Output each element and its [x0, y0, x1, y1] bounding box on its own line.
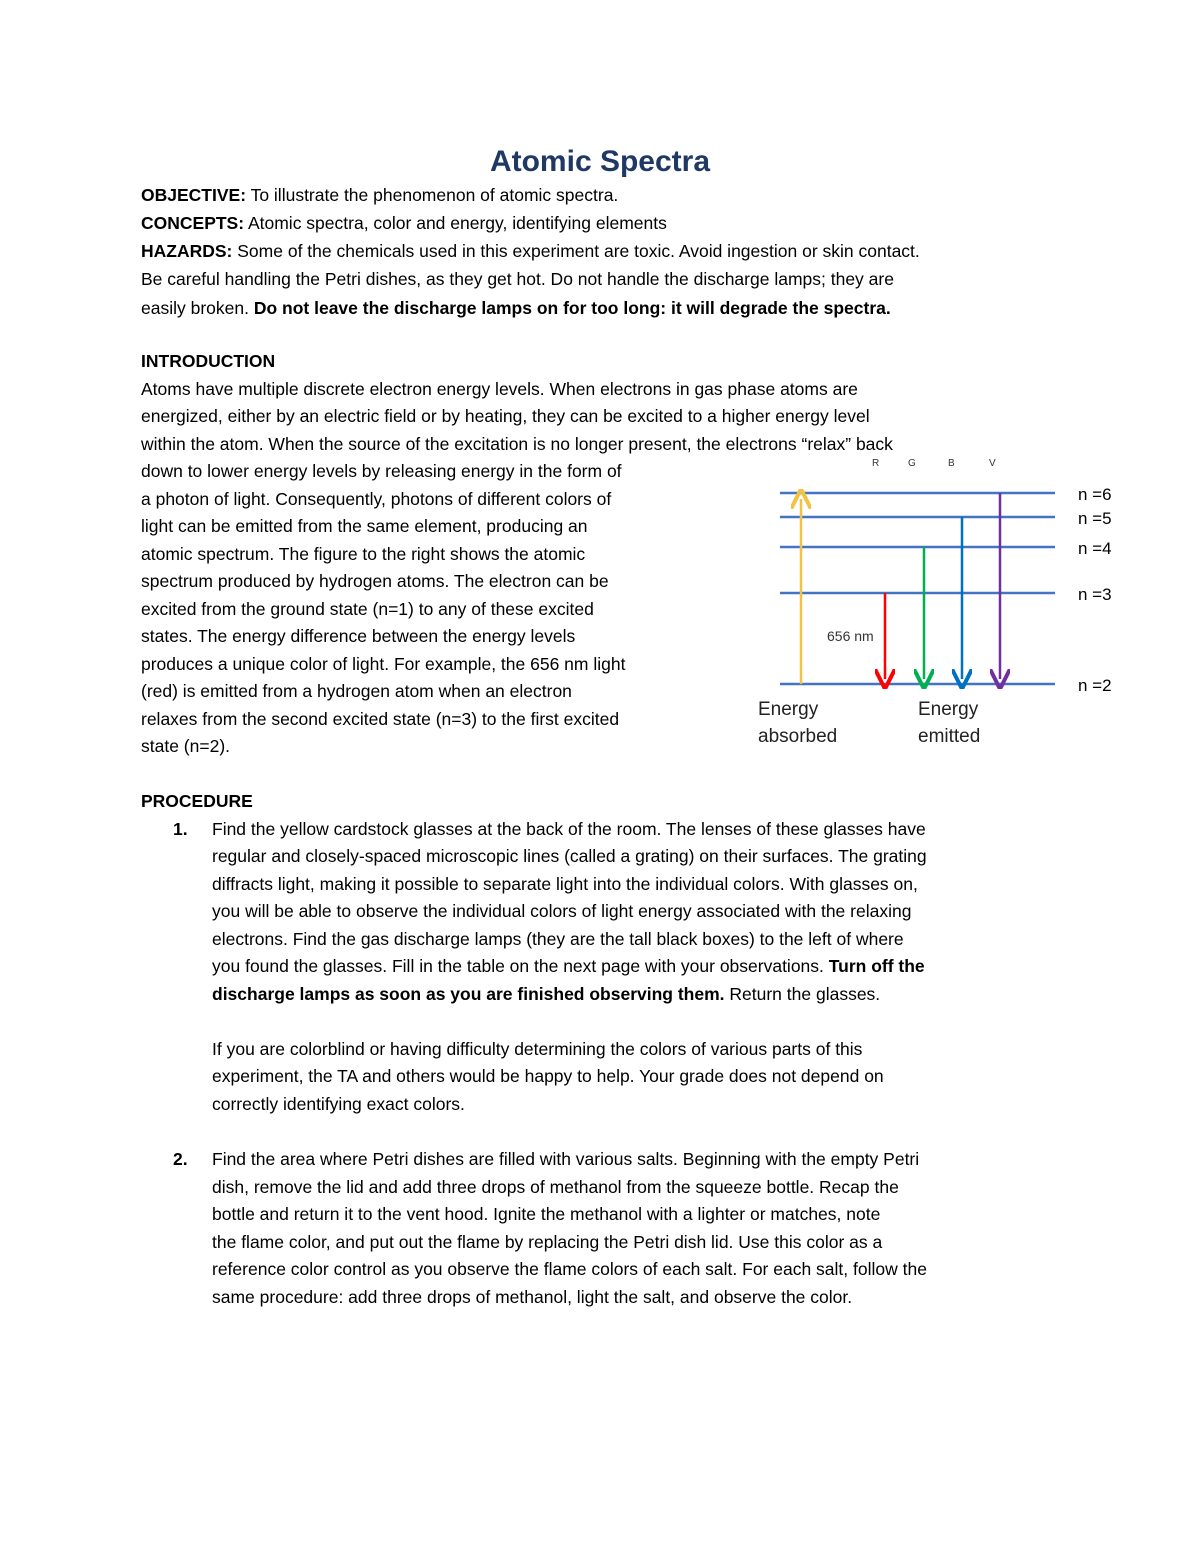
wavelength-label: 656 nm: [827, 628, 874, 644]
concepts-label: CONCEPTS:: [141, 213, 245, 233]
page-title: Atomic Spectra: [489, 145, 711, 178]
level-label-n3: n =3: [1078, 585, 1112, 604]
step-1-line: Find the yellow cardstock glasses at the back of the room. The lenses of these glasses have: [212, 819, 926, 839]
hazards-warning: Do not leave the discharge lamps on for too long: it will degrade the spectra.: [253, 298, 891, 318]
level-label-n4: n =4: [1078, 539, 1112, 558]
intro-line: spectrum produced by hydrogen atoms. The electron can be: [141, 571, 609, 591]
hazards-line-2: Be careful handling the Petri dishes, as they get hot. Do not handle the discharge lamps; they are: [141, 269, 894, 289]
intro-line: Atoms have multiple discrete electron energy levels. When electrons in gas phase atoms are: [141, 379, 858, 399]
hazards-text-3: easily broken.: [141, 298, 254, 318]
intro-line: within the atom. When the source of the excitation is no longer present, the electrons “relax” back: [141, 434, 893, 454]
color-label-g: G: [908, 458, 916, 469]
step-1-text-end: Return the glasses.: [724, 984, 881, 1004]
intro-line: state (n=2).: [141, 736, 231, 756]
step-2-line: reference color control as you observe the flame colors of each salt. For each salt, follow the: [212, 1259, 927, 1279]
concepts-text: Atomic spectra, color and energy, identifying elements: [244, 213, 667, 233]
step-1-line: regular and closely-spaced microscopic lines (called a grating) on their surfaces. The grating: [212, 846, 927, 866]
step-2-line: dish, remove the lid and add three drops of methanol from the squeeze bottle. Recap the: [212, 1177, 899, 1197]
step-1-note-line: experiment, the TA and others would be happy to help. Your grade does not depend on: [212, 1066, 884, 1086]
intro-line: down to lower energy levels by releasing energy in the form of: [141, 461, 622, 481]
step-2-line: same procedure: add three drops of methanol, light the salt, and observe the color.: [212, 1287, 853, 1307]
step-1-line-7: [212, 981, 880, 1008]
objective-label: OBJECTIVE:: [141, 185, 247, 205]
intro-line: (red) is emitted from a hydrogen atom when an electron: [141, 681, 572, 701]
introduction-heading: INTRODUCTION: [141, 351, 276, 371]
intro-line: excited from the ground state (n=1) to any of these excited: [141, 599, 594, 619]
level-label-n5: n =5: [1078, 509, 1112, 528]
concepts-line: [141, 210, 667, 237]
energy-absorbed-label-2: absorbed: [758, 726, 838, 747]
step-1-line: you will be able to observe the individual colors of light energy associated with the relaxing: [212, 901, 912, 921]
step-1-text: you found the glasses. Fill in the table on the next page with your observations.: [212, 956, 829, 976]
step-1-warning-end: discharge lamps as soon as you are finished observing them.: [212, 984, 725, 1004]
hazards-text-1: Some of the chemicals used in this experiment are toxic. Avoid ingestion or skin contact.: [232, 241, 920, 261]
intro-line: atomic spectrum. The figure to the right shows the atomic: [141, 544, 586, 564]
intro-line: a photon of light. Consequently, photons of different colors of: [141, 489, 612, 509]
level-label-n6: n =6: [1078, 485, 1112, 504]
objective-line: [141, 182, 618, 209]
intro-line: relaxes from the second excited state (n=3) to the first excited: [141, 709, 620, 729]
step-1-line: electrons. Find the gas discharge lamps (they are the tall black boxes) to the left of where: [212, 929, 904, 949]
step-1-line: diffracts light, making it possible to separate light into the individual colors. With glasses on,: [212, 874, 918, 894]
step-1-note-line: If you are colorblind or having difficulty determining the colors of various parts of this: [212, 1039, 863, 1059]
color-label-r: R: [872, 458, 880, 469]
hazards-line-3: [141, 295, 891, 322]
hazards-label: HAZARDS:: [141, 241, 233, 261]
procedure-heading: PROCEDURE: [141, 791, 253, 811]
intro-line: states. The energy difference between the energy levels: [141, 626, 576, 646]
hazards-line-1: [141, 238, 920, 265]
step-2-line: the flame color, and put out the flame by replacing the Petri dish lid. Use this color as a: [212, 1232, 883, 1252]
intro-line: produces a unique color of light. For example, the 656 nm light: [141, 654, 626, 674]
energy-emitted-label-1: Energy: [918, 699, 979, 720]
objective-text: To illustrate the phenomenon of atomic spectra.: [246, 185, 619, 205]
step-2-line: bottle and return it to the vent hood. Ignite the methanol with a lighter or matches, note: [212, 1204, 881, 1224]
step-1-line-6: [212, 953, 925, 980]
step-1-number: 1.: [173, 819, 188, 839]
step-1-warning-start: Turn off the: [828, 956, 925, 976]
step-1-note-line: correctly identifying exact colors.: [212, 1094, 465, 1114]
color-label-b: B: [948, 458, 955, 469]
intro-line: light can be emitted from the same element, producing an: [141, 516, 588, 536]
intro-line: energized, either by an electric field or by heating, they can be excited to a higher energy level: [141, 406, 870, 426]
energy-absorbed-label-1: Energy: [758, 699, 819, 720]
step-2-number: 2.: [173, 1149, 188, 1169]
energy-level-diagram: [750, 450, 1130, 755]
energy-emitted-label-2: emitted: [918, 726, 981, 747]
step-2-line: Find the area where Petri dishes are filled with various salts. Beginning with the empty Petri: [212, 1149, 920, 1169]
color-label-v: V: [989, 458, 996, 469]
level-label-n2: n =2: [1078, 676, 1112, 695]
